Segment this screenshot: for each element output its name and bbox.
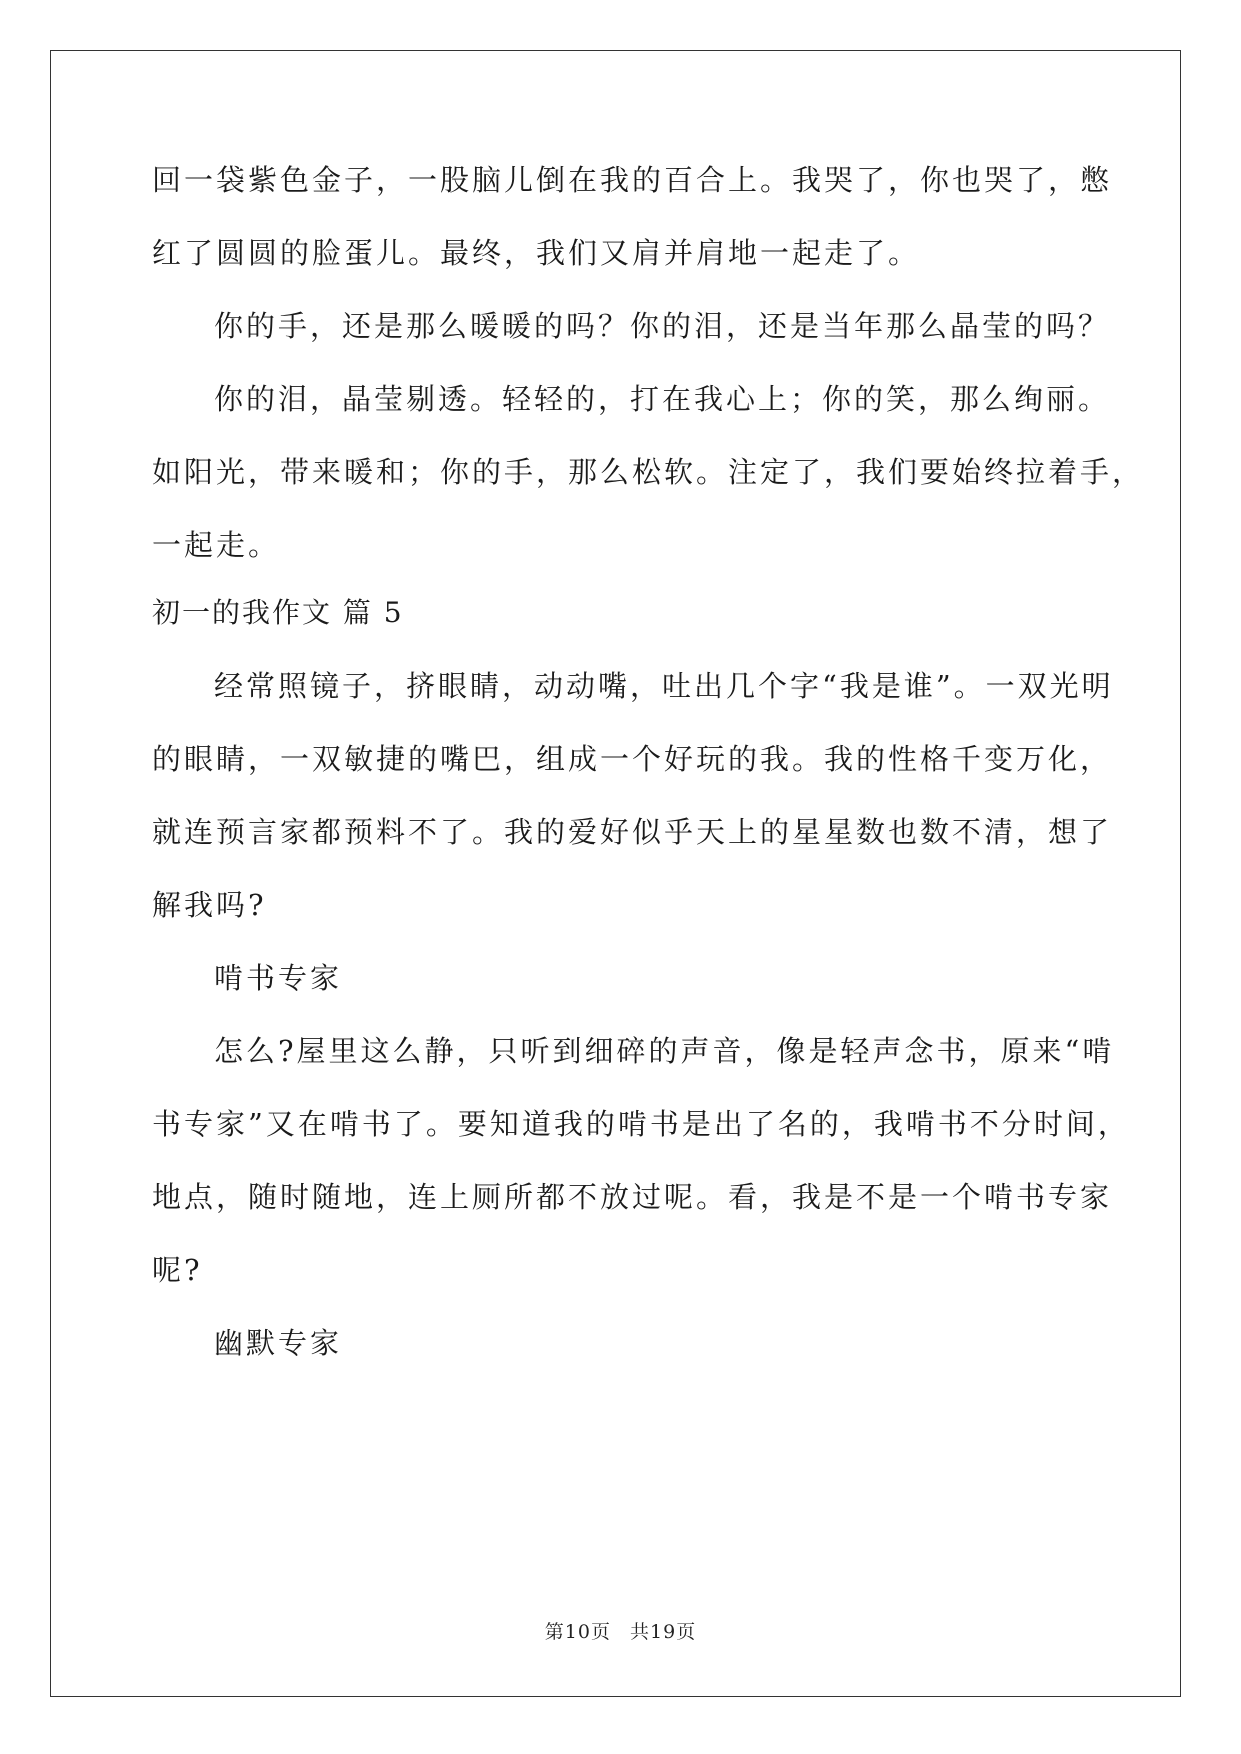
paragraph-line: 怎么?屋里这么静，只听到细碎的声音，像是轻声念书，原来“啃: [214, 1034, 1115, 1068]
paragraph-line: 书专家”又在啃书了。要知道我的啃书是出了名的，我啃书不分时间，: [152, 1107, 1130, 1141]
page-footer: [0, 1617, 1241, 1644]
paragraph-line: 你的手，还是那么暖暖的吗？你的泪，还是当年那么晶莹的吗？: [214, 309, 1111, 343]
paragraph-line: 呢?: [152, 1253, 203, 1287]
paragraph-line: 红了圆圆的脸蛋儿。最终，我们又肩并肩地一起走了。: [152, 236, 921, 270]
paragraph-line: 解我吗?: [152, 888, 267, 922]
subheading-line: 啃书专家: [214, 961, 343, 995]
paragraph-line: 地点，随时随地，连上厕所都不放过呢。看，我是不是一个啃书专家: [152, 1180, 1113, 1214]
total-page-count: 共19页: [630, 1621, 697, 1643]
paragraph-line: 回一袋紫色金子，一股脑儿倒在我的百合上。我哭了，你也哭了，憋: [152, 163, 1113, 197]
current-page-number: 第10页: [544, 1621, 611, 1643]
paragraph-line: 就连预言家都预料不了。我的爱好似乎天上的星星数也数不清，想了: [152, 815, 1113, 849]
paragraph-line: 的眼睛，一双敏捷的嘴巴，组成一个好玩的我。我的性格千变万化，: [152, 742, 1113, 776]
paragraph-line: 经常照镜子，挤眼睛，动动嘴，吐出几个字“我是谁”。一双光明: [214, 669, 1114, 703]
page-border: [50, 50, 1181, 1697]
paragraph-line: 你的泪，晶莹剔透。轻轻的，打在我心上；你的笑，那么绚丽。: [214, 382, 1111, 416]
paragraph-line: 一起走。: [152, 528, 281, 562]
section-heading: 初一的我作文 篇 5: [152, 596, 404, 629]
paragraph-line: 如阳光，带来暖和；你的手，那么松软。注定了，我们要始终拉着手，: [152, 455, 1145, 489]
subheading-line: 幽默专家: [214, 1326, 343, 1360]
